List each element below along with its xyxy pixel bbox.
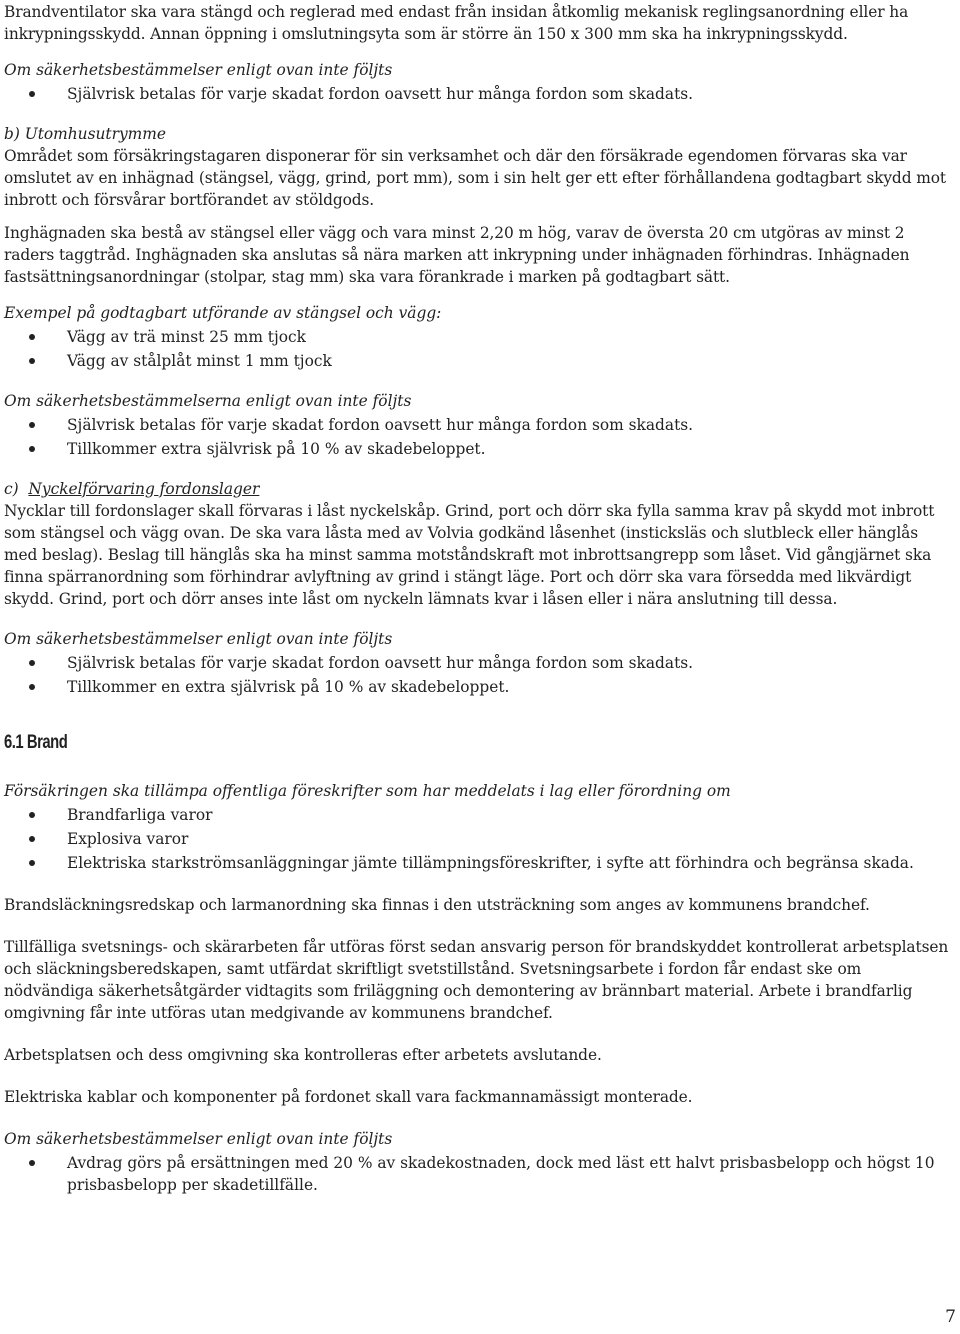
bullet-icon xyxy=(29,422,35,428)
section-c-title: Nyckelförvaring fordonslager xyxy=(28,480,260,498)
section-brand-heading: 6.1 Brand xyxy=(4,732,68,753)
brand-rules-heading: Om säkerhetsbestämmelser enligt ovan inte följts xyxy=(4,1130,393,1148)
list-item: Självrisk betalas för varje skadat fordon oavsett hur många fordon som skadats. xyxy=(4,652,954,674)
bullet-icon xyxy=(29,684,35,690)
bullet-icon xyxy=(29,812,35,818)
list-item: Explosiva varor xyxy=(4,828,954,850)
brand-paragraph-2: Tillfälliga svetsnings- och skärarbeten får utföras först sedan ansvarig person för brandskyddet kontrollerat arbetsplatsen och släckningsberedskapen, samt utfärdat skriftligt svetstillstånd. Svetsningsarbete i fordon får endast ske om nödvändiga säkerhetsåtgärder vidtagits som friläggning och demontering av brännbart material. Arbete i brandfarlig omgivning får inte utföras utan medgivande av kommunens brandchef. xyxy=(4,938,949,1022)
bullet-icon xyxy=(29,91,35,97)
page-number: 7 xyxy=(945,1307,956,1327)
section-c-heading: c) Nyckelförvaring fordonslager xyxy=(4,480,260,498)
bullet-icon xyxy=(29,334,35,340)
section-b-rules-list xyxy=(4,414,954,460)
intro-paragraph: Brandventilator ska vara stängd och reglerad med endast från insidan åtkomlig mekanisk reglingsanordning eller ha inkrypningsskydd. Annan öppning i omslutningsyta som är större än 150 x 300 mm ska ha inkrypningsskydd. xyxy=(4,3,909,43)
brand-paragraph-4: Elektriska kablar och komponenter på fordonet skall vara fackmannamässigt monterade. xyxy=(4,1088,693,1106)
bullet-icon xyxy=(29,660,35,666)
bullet-icon xyxy=(29,836,35,842)
list-item: Tillkommer en extra självrisk på 10 % av skadebeloppet. xyxy=(4,676,954,698)
list-item: Självrisk betalas för varje skadat fordon oavsett hur många fordon som skadats. xyxy=(4,83,954,105)
section-c-rules-heading: Om säkerhetsbestämmelser enligt ovan inte följts xyxy=(4,630,393,648)
list-item: Tillkommer extra självrisk på 10 % av skadebeloppet. xyxy=(4,438,954,460)
example-list xyxy=(4,326,954,372)
section-b-heading: b) Utomhusutrymme xyxy=(4,125,166,143)
section-c-rules-list xyxy=(4,652,954,698)
bullet-icon xyxy=(29,860,35,866)
brand-list xyxy=(4,804,954,874)
block1-list xyxy=(4,83,954,105)
section-b-paragraph-2: Inghägnaden ska bestå av stängsel eller vägg och vara minst 2,20 m hög, varav de översta 20 cm utgöras av minst 2 raders taggtråd. Inghägnaden ska anslutas så nära marken att inkrypning under inhägnaden förhindras. Inhägnaden fastsättningsanordningar (stolpar, stag mm) ska vara förankrade i marken på godtagbart sätt. xyxy=(4,224,910,286)
bullet-icon xyxy=(29,358,35,364)
list-item: Avdrag görs på ersättningen med 20 % av skadekostnaden, dock med läst ett halvt prisbasbelopp och högst 10 prisbasbelopp per skadetillfälle. xyxy=(4,1152,954,1196)
brand-paragraph-3: Arbetsplatsen och dess omgivning ska kontrolleras efter arbetets avslutande. xyxy=(4,1046,602,1064)
bullet-icon xyxy=(29,1160,35,1166)
section-b-paragraph-1: Området som försäkringstagaren disponerar för sin verksamhet och där den försäkrade egendomen förvaras ska var omslutet av en inhägnad (stängsel, vägg, grind, port mm), som i sin helt ger ett efter förhållandena godtagbart skydd mot inbrott och försvårar bortförandet av stöldgods. xyxy=(4,147,946,209)
list-item: Vägg av stålplåt minst 1 mm tjock xyxy=(4,350,954,372)
brand-rules-list xyxy=(4,1152,954,1196)
section-c-paragraph: Nycklar till fordonslager skall förvaras i låst nyckelskåp. Grind, port och dörr ska fylla samma krav på skydd mot inbrott som stängsel och vägg ovan. De ska vara låsta med av Volvia godkänd låsenhet (insticksläs och slutbleck eller hänglås med beslag). Beslag till hänglås ska ha minst samma motståndskraft mot inbrottsangrepp som låset. Vid gångjärnet ska finna spärranordning som förhindrar avlyftning av grind i stängt läge. Port och dörr ska vara försedda med likvärdigt skydd. Grind, port och dörr anses inte låst om nyckeln lämnats kvar i låsen eller i nära anslutning till dessa. xyxy=(4,502,935,608)
brand-paragraph-1: Brandsläckningsredskap och larmanordning ska finnas i den utsträckning som anges av kommunens brandchef. xyxy=(4,896,870,914)
list-item: Självrisk betalas för varje skadat fordon oavsett hur många fordon som skadats. xyxy=(4,414,954,436)
document-page xyxy=(4,0,954,1208)
list-item: Elektriska starkströmsanläggningar jämte tillämpningsföreskrifter, i syfte att förhindra och begränsa skada. xyxy=(4,852,954,874)
section-b-rules-heading: Om säkerhetsbestämmelserna enligt ovan inte följts xyxy=(4,392,412,410)
example-heading: Exempel på godtagbart utförande av stängsel och vägg: xyxy=(4,304,442,322)
list-item: Vägg av trä minst 25 mm tjock xyxy=(4,326,954,348)
block1-heading: Om säkerhetsbestämmelser enligt ovan inte följts xyxy=(4,61,393,79)
list-item: Brandfarliga varor xyxy=(4,804,954,826)
bullet-icon xyxy=(29,446,35,452)
brand-intro-heading: Försäkringen ska tillämpa offentliga föreskrifter som har meddelats i lag eller förordning om xyxy=(4,782,731,800)
